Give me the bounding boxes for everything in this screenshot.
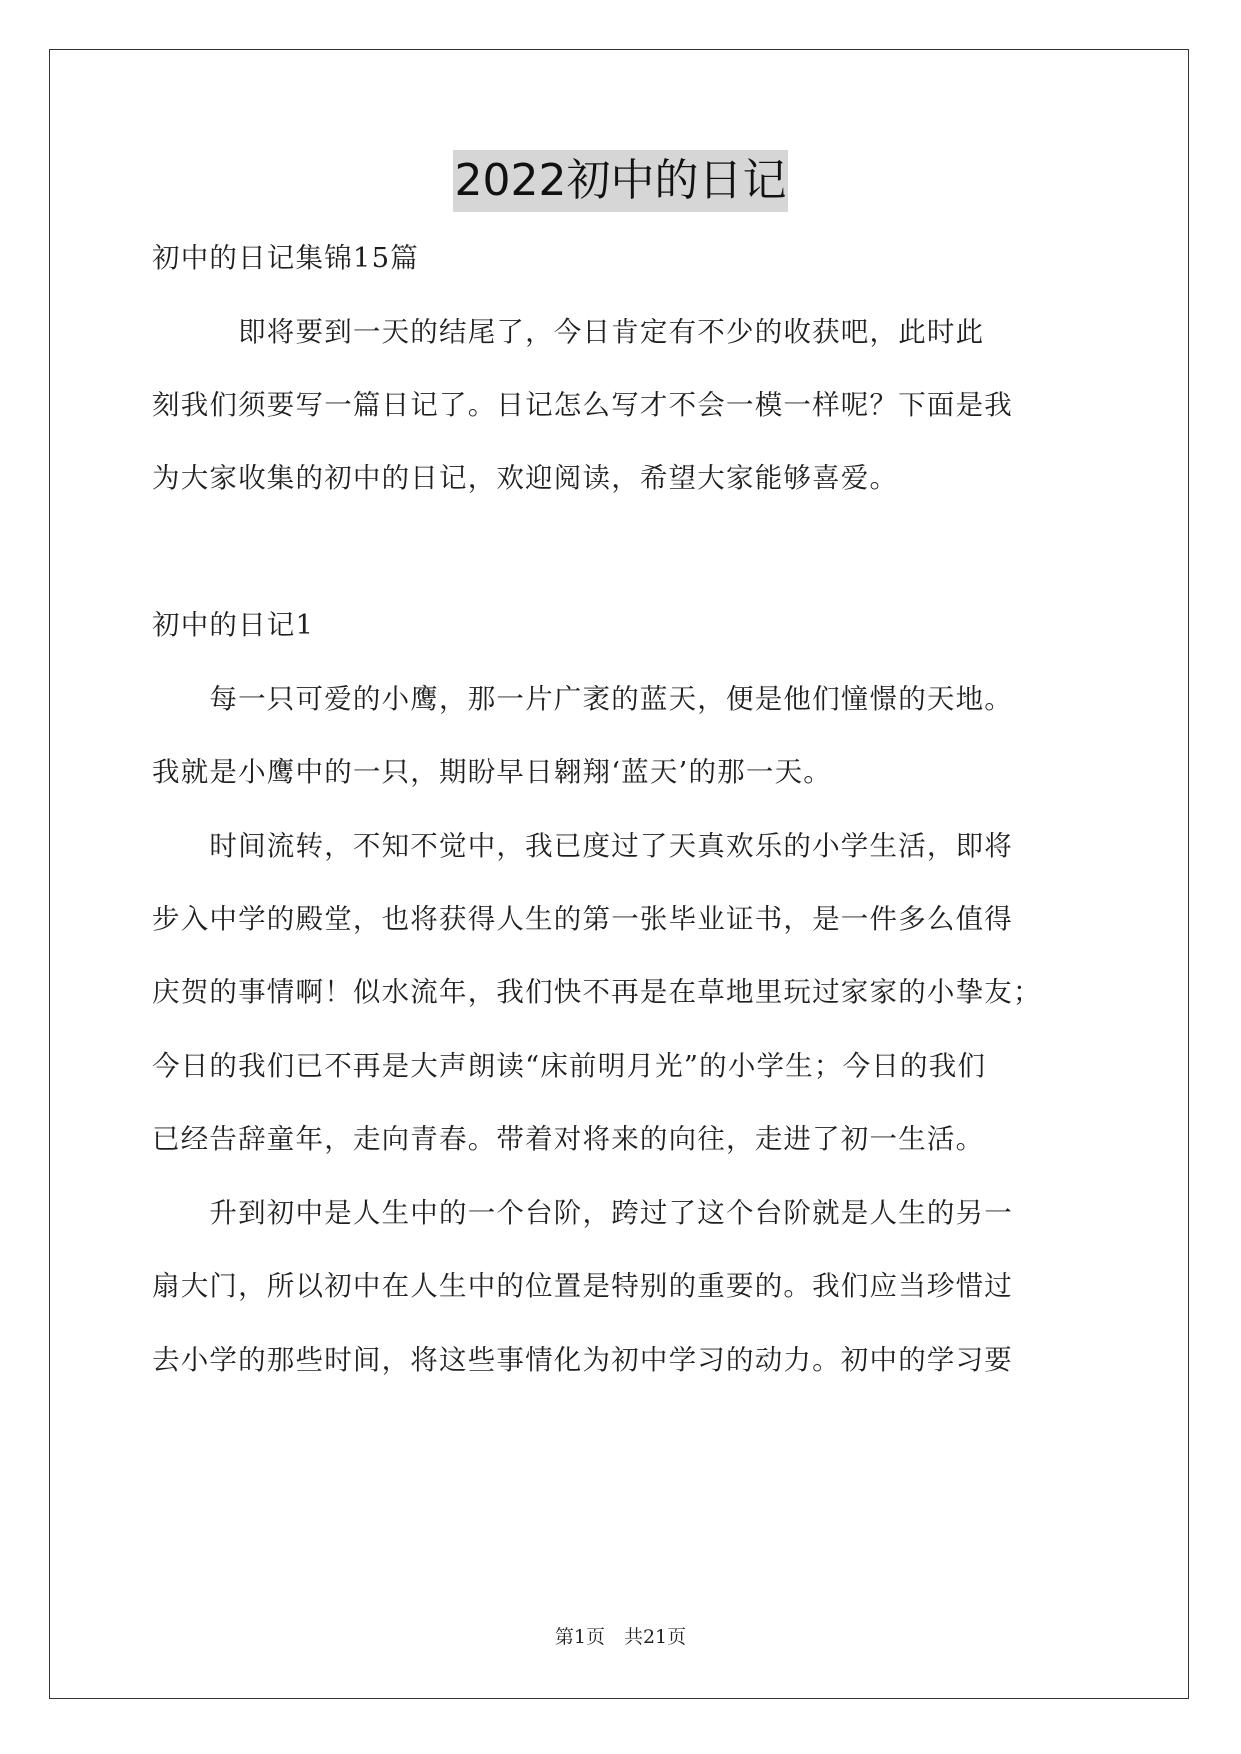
body-line: 扇大门，所以初中在人生中的位置是特别的重要的。我们应当珍惜过 (152, 1270, 1013, 1302)
body-line: 庆贺的事情啊！似水流年，我们快不再是在草地里玩过家家的小挚友； (152, 976, 1042, 1008)
body-line: 升到初中是人生中的一个台阶，跨过了这个台阶就是人生的另一 (152, 1197, 1013, 1229)
page-border (49, 49, 1189, 1699)
title-container (0, 150, 1241, 212)
body-line: 我就是小鹰中的一只，期盼早日翱翔‘蓝天’的那一天。 (152, 756, 832, 788)
body-line: 已经告辞童年，走向青春。带着对将来的向往，走进了初一生活。 (152, 1123, 985, 1155)
intro-line: 刻我们须要写一篇日记了。日记怎么写才不会一模一样呢？下面是我 (152, 389, 1013, 421)
intro-line: 为大家收集的初中的日记，欢迎阅读，希望大家能够喜爱。 (152, 462, 899, 494)
body-line: 去小学的那些时间，将这些事情化为初中学习的动力。初中的学习要 (152, 1344, 1013, 1376)
section-heading: 初中的日记1 (152, 609, 315, 641)
body-line: 步入中学的殿堂，也将获得人生的第一张毕业证书，是一件多么值得 (152, 903, 1013, 935)
body-line: 时间流转，不知不觉中，我已度过了天真欢乐的小学生活，即将 (152, 830, 1013, 862)
intro-line: 即将要到一天的结尾了，今日肯定有不少的收获吧，此时此 (152, 316, 985, 348)
subtitle: 初中的日记集锦15篇 (152, 242, 419, 274)
document-title: 2022初中的日记 (453, 150, 789, 212)
body-line: 今日的我们已不再是大声朗读“床前明月光”的小学生；今日的我们 (152, 1050, 987, 1082)
page-footer: 第1页 共21页 (554, 1626, 687, 1648)
body-line: 每一只可爱的小鹰，那一片广袤的蓝天，便是他们憧憬的天地。 (152, 683, 1013, 715)
